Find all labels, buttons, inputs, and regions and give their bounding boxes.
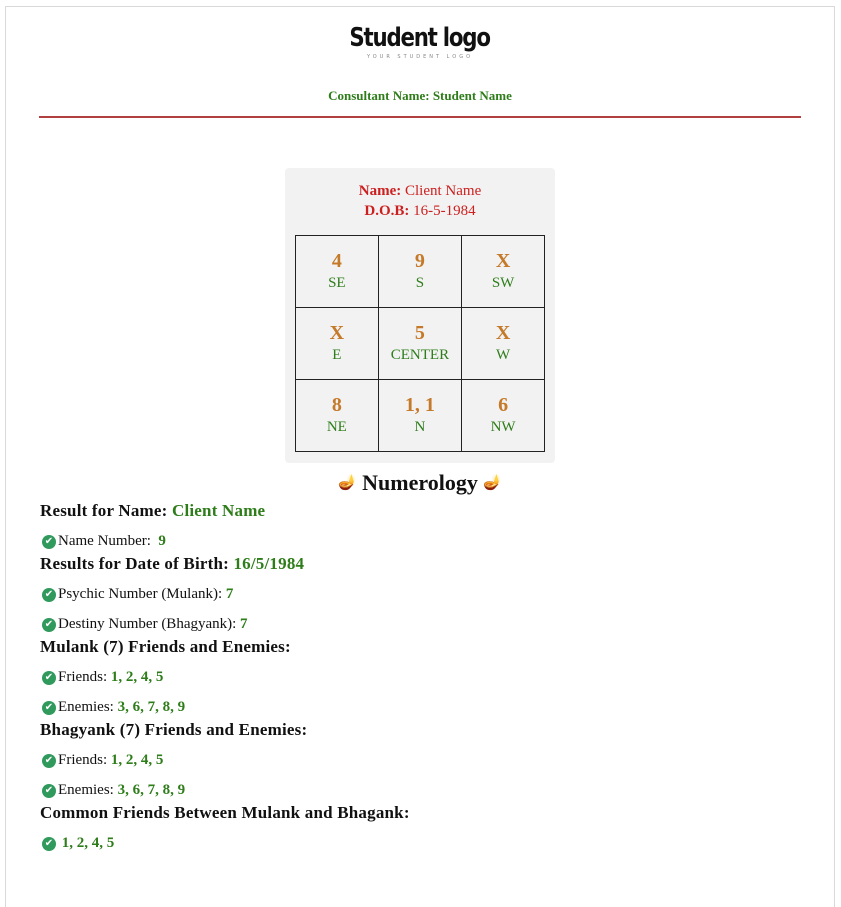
check-icon: ✔ — [42, 535, 56, 549]
student-logo — [6, 23, 834, 60]
grid-direction: W — [496, 346, 511, 363]
client-name-label: Name: — [358, 183, 402, 199]
mulank-enemies-label: Enemies: — [58, 699, 114, 715]
grid-cell-s — [378, 236, 461, 308]
grid-number: 1, 1 — [404, 393, 435, 416]
grid-number: 5 — [414, 321, 425, 344]
diya-icon: 🪔 — [337, 475, 357, 491]
bhagyank-enemies-label: Enemies: — [58, 782, 114, 798]
bhagyank-friends-row — [42, 752, 163, 769]
lo-shu-grid — [295, 235, 545, 452]
check-icon: ✔ — [42, 754, 56, 768]
bhagyank-enemies-value: 3, 6, 7, 8, 9 — [117, 782, 186, 798]
consultant-label: Consultant Name: — [328, 88, 430, 103]
mulank-heading: Mulank (7) Friends and Enemies: — [40, 637, 291, 656]
client-dob-value: 16-5-1984 — [413, 203, 476, 219]
check-icon: ✔ — [42, 671, 56, 685]
grid-number: 9 — [414, 249, 425, 272]
grid-number: X — [329, 321, 345, 344]
result-name-label: Result for Name: — [40, 501, 168, 520]
bhagyank-heading: Bhagyank (7) Friends and Enemies: — [40, 720, 308, 739]
grid-cell-se — [296, 236, 379, 308]
destiny-number-row — [42, 616, 248, 633]
grid-number: 6 — [498, 393, 509, 416]
mulank-friends-row — [42, 669, 163, 686]
grid-row — [296, 308, 545, 380]
check-icon: ✔ — [42, 837, 56, 851]
dob-results-label: Results for Date of Birth: — [40, 554, 230, 573]
psychic-number-row — [42, 586, 233, 603]
grid-number: X — [495, 249, 511, 272]
common-friends-row — [42, 835, 114, 852]
name-number-row — [42, 533, 166, 550]
grid-direction: NW — [490, 418, 516, 435]
mulank-friends-label: Friends: — [58, 669, 108, 685]
grid-direction: N — [414, 418, 426, 435]
psychic-number-value: 7 — [225, 586, 234, 602]
grid-cell-ne — [296, 380, 379, 452]
grid-row — [296, 236, 545, 308]
check-icon: ✔ — [42, 784, 56, 798]
logo-tagline: YOUR STUDENT LOGO — [366, 54, 474, 60]
grid-cell-e — [296, 308, 379, 380]
grid-direction: SE — [328, 274, 346, 291]
dob-results-value: 16/5/1984 — [233, 554, 305, 573]
bhagyank-enemies-row — [42, 782, 185, 799]
destiny-number-label: Destiny Number (Bhagyank): — [58, 616, 237, 632]
check-icon: ✔ — [42, 701, 56, 715]
check-icon: ✔ — [42, 588, 56, 602]
common-friends-heading: Common Friends Between Mulank and Bhagank: — [40, 803, 410, 822]
result-name-value: Client Name — [171, 501, 266, 520]
grid-direction: CENTER — [390, 346, 450, 363]
grid-number: 8 — [331, 393, 342, 416]
client-dob-label: D.O.B: — [364, 203, 410, 219]
grid-number: 4 — [331, 249, 342, 272]
grid-cell-n — [378, 380, 461, 452]
header-divider — [39, 116, 801, 118]
client-name-value: Client Name — [405, 183, 482, 199]
grid-direction: S — [415, 274, 425, 291]
client-card-header — [285, 181, 555, 221]
client-dob-line — [285, 201, 555, 221]
dob-results-heading — [40, 554, 304, 574]
client-card — [285, 168, 555, 463]
mulank-friends-value: 1, 2, 4, 5 — [110, 669, 164, 685]
grid-direction: SW — [491, 274, 515, 291]
grid-cell-center — [378, 308, 461, 380]
psychic-number-label: Psychic Number (Mulank): — [58, 586, 223, 602]
grid-cell-nw — [462, 380, 545, 452]
consultant-name: Student Name — [432, 88, 512, 103]
bhagyank-friends-label: Friends: — [58, 752, 108, 768]
consultant-line — [6, 88, 834, 104]
common-friends-value: 1, 2, 4, 5 — [61, 835, 115, 851]
mulank-enemies-value: 3, 6, 7, 8, 9 — [117, 699, 186, 715]
name-number-value: 9 — [158, 533, 166, 549]
grid-row — [296, 380, 545, 452]
logo-title: Student logo — [349, 23, 491, 53]
destiny-number-value: 7 — [240, 616, 248, 632]
mulank-enemies-row — [42, 699, 185, 716]
result-name-heading — [40, 501, 265, 521]
grid-cell-w — [462, 308, 545, 380]
check-icon: ✔ — [42, 618, 56, 632]
diya-icon: 🪔 — [483, 475, 503, 491]
grid-direction: NE — [326, 418, 347, 435]
numerology-title — [6, 470, 834, 496]
grid-direction: E — [332, 346, 342, 363]
bhagyank-friends-value: 1, 2, 4, 5 — [110, 752, 164, 768]
name-number-label: Name Number: — [58, 533, 151, 549]
numerology-title-text: Numerology — [362, 470, 478, 495]
grid-cell-sw — [462, 236, 545, 308]
grid-number: X — [495, 321, 511, 344]
client-name-line — [285, 181, 555, 201]
report-page — [5, 6, 835, 907]
